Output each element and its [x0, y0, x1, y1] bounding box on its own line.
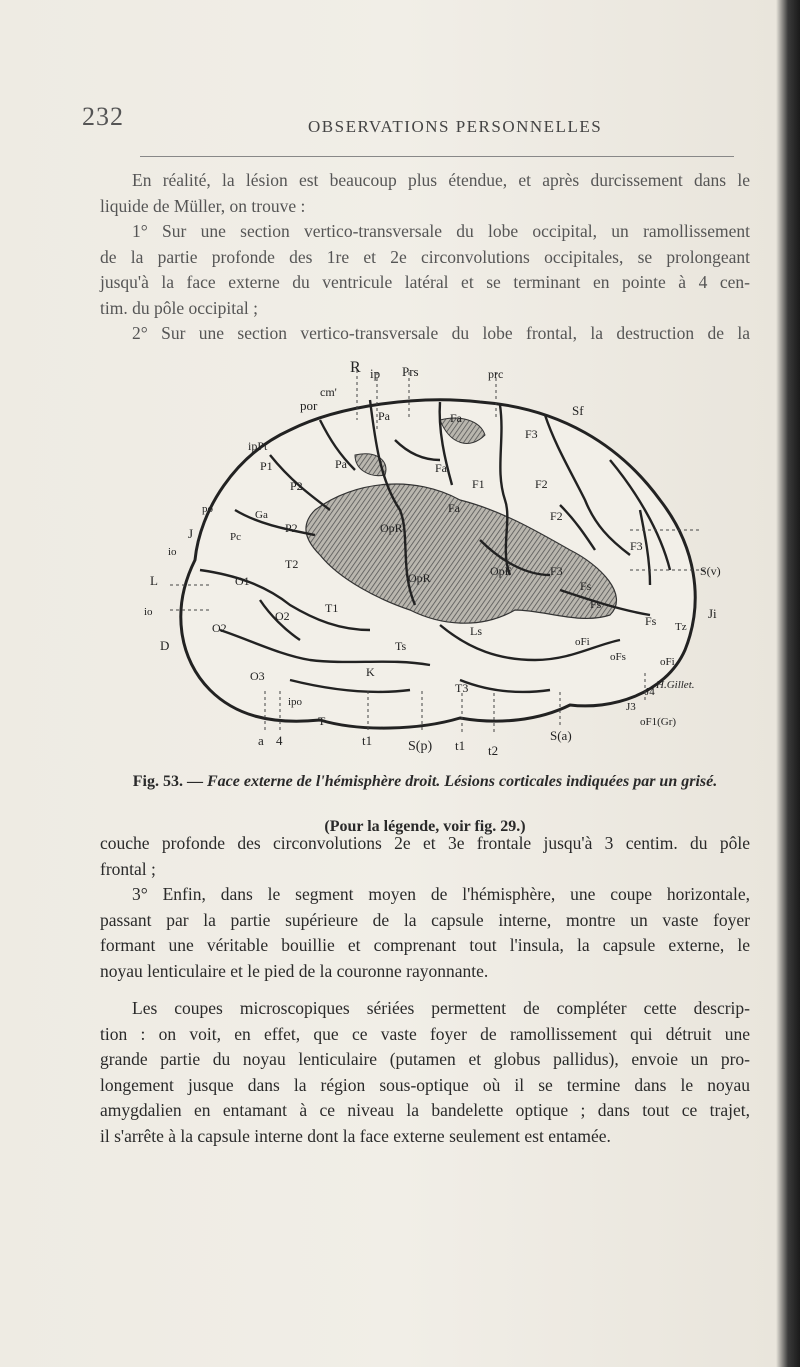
paragraph-2 [100, 831, 750, 984]
paragraph-1 [100, 168, 750, 347]
figure-label: prc [488, 367, 504, 381]
figure-label: Fa [448, 501, 460, 515]
figure-label: F1 [472, 477, 485, 491]
text-line: tion : on voit, en effet, que ce vaste foyer de ramollissement qui détruit une [100, 1023, 750, 1044]
figure-label: P1 [260, 459, 273, 473]
figure-label: O1 [235, 574, 250, 588]
figure-number: Fig. 53. — [132, 773, 203, 790]
legend-reference: (Pour la légende, voir fig. 29.) [324, 818, 526, 835]
figure-title: Face externe de l'hémisphère droit. Lésions corticales indiquées par un grisé. [207, 773, 718, 790]
figure-label: OpR [380, 521, 403, 535]
text-line: noyau lenticulaire et le pied de la couronne rayonnante. [100, 960, 489, 981]
figure-label: T1 [325, 601, 339, 615]
figure-label: ip [370, 366, 381, 381]
figure-label: OpF [490, 564, 512, 578]
figure-label: F3 [525, 427, 538, 441]
figure-label: Pc [230, 531, 241, 543]
header-rule [140, 156, 734, 157]
figure-label: ipo [288, 696, 303, 708]
text-line: amygdalien en entamant à ce niveau la bandelette optique ; dans tout ce trajet, [100, 1100, 750, 1120]
figure-label: a [258, 733, 264, 748]
figure-label: 4 [276, 733, 283, 748]
figure-label: po [202, 503, 213, 515]
figure-label: t1 [455, 738, 466, 753]
text-line: frontal ; [100, 858, 156, 879]
figure-label: L [150, 573, 158, 588]
figure-label: Fs [580, 579, 592, 593]
figure-label: J [188, 526, 194, 541]
text-line: liquide de Müller, on trouve : [100, 195, 306, 216]
text-line: 2° Sur une section vertico-transversale du lobe frontal, la destruction de la [132, 323, 750, 343]
figure-label: por [300, 398, 318, 413]
text-line: couche profonde des circonvolutions 2e et 3e frontale jusqu'à 3 centim. du pôle [100, 833, 750, 853]
figure-label: K [366, 665, 375, 679]
figure-label: Prs [402, 364, 419, 379]
brain-hemisphere-figure [140, 360, 740, 772]
figure-label: Pa [335, 457, 347, 471]
figure-label: Pa [378, 409, 390, 423]
figure-label: Ts [395, 639, 407, 653]
figure-label: OpR [408, 571, 431, 585]
text-line: passant par la partie supérieure de la capsule interne, montre un vaste foyer [100, 909, 750, 930]
figure-label: t1 [362, 733, 373, 748]
figure-label: F3 [630, 539, 643, 553]
figure-label: S(a) [550, 728, 572, 743]
text-line: 1° Sur une section vertico-transversale du lobe occipital, un ramollissement [132, 221, 750, 241]
engraver-signature: H.Gillet. [656, 679, 695, 691]
figure-label: Ls [470, 624, 482, 638]
text-line: jusqu'à la face externe du ventricule latéral et se terminant en pointe à 4 cen- [100, 272, 750, 292]
figure-label: Fs [645, 614, 657, 628]
figure-label: io [144, 606, 153, 618]
figure-label: F2 [535, 477, 548, 491]
figure-label: F2 [550, 509, 563, 523]
figure-label: S(p) [408, 739, 433, 754]
figure-label: F3 [550, 564, 563, 578]
figure-label: T [318, 714, 326, 728]
figure-label: O2 [275, 609, 290, 623]
text-line: longement jusque dans la région sous-optique où il se termine dans le noyau [100, 1074, 750, 1095]
figure-label: J4 [645, 686, 655, 698]
figure-label: cm' [320, 385, 337, 399]
text-line: 3° Enfin, dans le segment moyen de l'hémisphère, une coupe horizontale, [132, 884, 750, 904]
figure-label: J3 [626, 701, 636, 713]
figure-label: Ji [708, 606, 717, 621]
figure-caption [100, 770, 750, 793]
figure-label: ipPt [248, 439, 268, 453]
figure-label: P2 [285, 521, 298, 535]
figure-label: Tz [675, 621, 687, 633]
figure-label: oFi [575, 636, 590, 648]
figure-label: Sf [572, 403, 584, 418]
figure-label: D [160, 638, 170, 653]
text-line: En réalité, la lésion est beaucoup plus étendue, et après durcissement dans le [132, 170, 750, 190]
figure-label: O3 [250, 669, 265, 683]
text-line: formant une véritable bouillie et comprenant tout l'insula, la capsule externe, le [100, 935, 750, 955]
figure-label: oFi [660, 656, 675, 668]
text-line: Les coupes microscopiques sériées permettent de compléter cette descrip- [132, 998, 750, 1018]
paragraph-3 [100, 996, 750, 1149]
figure-label: Ga [255, 509, 268, 521]
figure-label: Fa [450, 411, 462, 425]
figure-label: t2 [488, 743, 499, 758]
figure-label: T3 [455, 681, 469, 695]
figure-label: P2 [290, 479, 303, 493]
running-head: OBSERVATIONS PERSONNELLES [308, 117, 603, 136]
figure-label: Fs [590, 597, 602, 611]
figure-label: Fa [435, 461, 447, 475]
figure-label: S(v) [700, 564, 721, 578]
text-line: il s'arrête à la capsule interne dont la face externe seulement est entamée. [100, 1125, 611, 1146]
figure-label: T2 [285, 557, 299, 571]
figure-label: oFs [610, 651, 626, 663]
figure-label: io [168, 546, 177, 558]
figure-label: R [350, 360, 361, 376]
figure-label: oF1(Gr) [640, 716, 677, 728]
text-line: tim. du pôle occipital ; [100, 297, 258, 318]
page-number: 232 [82, 102, 124, 131]
text-line: grande partie du noyau lenticulaire (putamen et globus pallidus), envoie un pro- [100, 1049, 750, 1069]
figure-label: O2 [212, 621, 227, 635]
text-line: de la partie profonde des 1re et 2e circonvolutions occipitales, se prolongeant [100, 246, 750, 267]
